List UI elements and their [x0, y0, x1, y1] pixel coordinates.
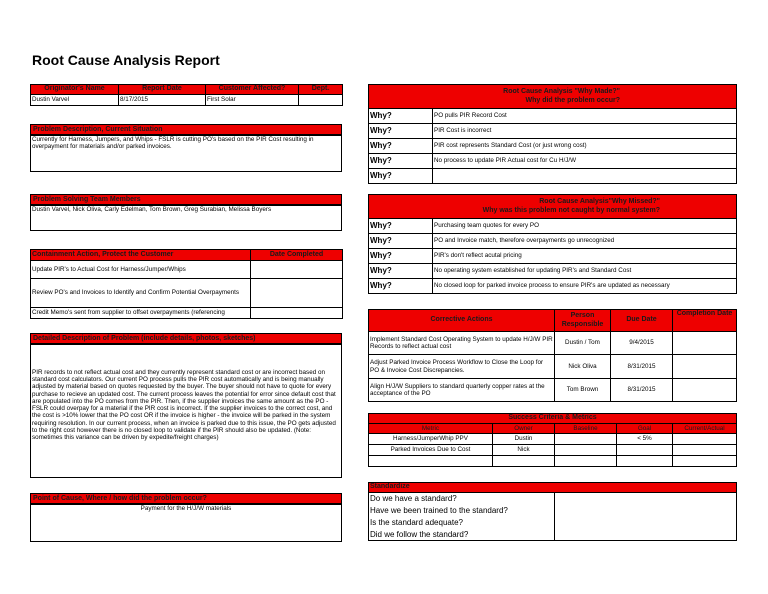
report-date-header: Report Date	[119, 85, 206, 95]
why-missed-answer-5[interactable]: No closed loop for parked invoice process to ensure PIR's are updated as necessary	[433, 279, 737, 294]
dept-header: Dept.	[299, 85, 343, 95]
due-date-header: Due Date	[611, 310, 673, 332]
containment-header: Containment Action, Protect the Customer	[31, 250, 251, 261]
why-made-label-1: Why?	[369, 109, 433, 124]
corrective-person-2[interactable]: Nick Oliva	[555, 355, 611, 379]
success-criteria-header: Success Criteria & Metrics	[369, 414, 737, 424]
why-missed-header-line2: Why was this problem not caught by normal system?	[482, 206, 660, 214]
why-made-table	[368, 84, 737, 184]
why-missed-label-5: Why?	[369, 279, 433, 294]
person-responsible-header: Person Responsible	[555, 310, 611, 332]
corrective-actions-table	[368, 309, 737, 402]
why-missed-answer-2[interactable]: PO and Invoice match, therefore overpayments go unrecognized	[433, 234, 737, 249]
standardize-answer[interactable]	[555, 493, 737, 541]
why-missed-table	[368, 194, 737, 294]
team-members-text[interactable]: Dustin Varvel, Nick Oliva, Carly Edelman, Tom Brown, Greg Surabian, Melissa Boyers	[30, 205, 342, 231]
why-missed-answer-1[interactable]: Purchasing team quotes for every PO	[433, 219, 737, 234]
containment-action-3[interactable]: Credit Memo's sent from supplier to offset overpayments (referencing	[31, 308, 251, 319]
standardize-table	[368, 482, 737, 541]
standardize-question-2: Have we been trained to the standard?	[369, 505, 555, 517]
goal-1[interactable]: < 5%	[617, 434, 673, 445]
standardize-question-3: Is the standard adequate?	[369, 517, 555, 529]
current-actual-header: Current/Actual	[673, 424, 737, 434]
containment-date-1[interactable]	[251, 261, 343, 279]
why-missed-header	[369, 195, 737, 219]
standardize-question-4: Did we follow the standard?	[369, 529, 555, 541]
containment-action-1[interactable]: Update PIR's to Actual Cost for Harness/Jumper/Whips	[31, 261, 251, 279]
metric-2[interactable]: Parked Invoices Due to Cost	[369, 445, 493, 456]
originator-table	[30, 84, 343, 106]
containment-date-3[interactable]	[251, 308, 343, 319]
corrective-completion-3[interactable]	[673, 379, 737, 402]
owner-1[interactable]: Dustin	[493, 434, 555, 445]
standardize-question-1: Do we have a standard?	[369, 493, 555, 505]
problem-description-text[interactable]: Currently for Harness, Jumpers, and Whips - FSLR is cutting PO's based on the PIR Cost resulting in overpayment for materials and/or parked invoices.	[30, 135, 342, 172]
why-missed-label-2: Why?	[369, 234, 433, 249]
corrective-action-3[interactable]: Align H/J/W Suppliers to standard quarterly copper rates at the acceptance of the PO	[369, 379, 555, 402]
customer-affected-value[interactable]: First Solar	[206, 95, 299, 106]
why-made-label-2: Why?	[369, 124, 433, 139]
date-completed-header: Date Completed	[251, 250, 343, 261]
why-missed-header-line1: Root Cause Analysis"Why Missed?"	[539, 198, 660, 206]
success-criteria-table	[368, 413, 737, 467]
goal-header: Goal	[617, 424, 673, 434]
why-missed-label-3: Why?	[369, 249, 433, 264]
why-made-label-5: Why?	[369, 169, 433, 184]
page-title: Root Cause Analysis Report	[32, 52, 220, 68]
corrective-completion-2[interactable]	[673, 355, 737, 379]
why-made-label-4: Why?	[369, 154, 433, 169]
baseline-2[interactable]	[555, 445, 617, 456]
baseline-3[interactable]	[555, 456, 617, 467]
problem-description-header: Problem Description, Current Situation	[30, 124, 342, 135]
owner-2[interactable]: Nick	[493, 445, 555, 456]
why-made-header-line1: Root Cause Analysis "Why Made?"	[503, 88, 620, 96]
goal-2[interactable]	[617, 445, 673, 456]
why-missed-answer-3[interactable]: PIR's don't reflect acutal pricing	[433, 249, 737, 264]
completion-date-header: Completion Date	[673, 310, 737, 332]
why-made-answer-1[interactable]: PO pulls PIR Record Cost	[433, 109, 737, 124]
containment-action-2[interactable]: Review PO's and Invoices to Identify and Confirm Potential Overpayments	[31, 279, 251, 308]
why-made-label-3: Why?	[369, 139, 433, 154]
containment-date-2[interactable]	[251, 279, 343, 308]
corrective-action-1[interactable]: Implement Standard Cost Operating System to update H/J/W PIR Records to reflect actual cost	[369, 332, 555, 355]
why-made-header-line2: Why did the problem occur?	[525, 96, 620, 104]
owner-3[interactable]	[493, 456, 555, 467]
corrective-action-2[interactable]: Adjust Parked Invoice Process Workflow to Close the Loop for PO & Invoice Cost Discrepancies.	[369, 355, 555, 379]
detailed-description-header: Detailed Description of Problem (include details, photos, sketches)	[30, 333, 342, 344]
originator-name-header: Originator's Name	[31, 85, 119, 95]
why-made-answer-5[interactable]	[433, 169, 737, 184]
detailed-description-text[interactable]: PIR records to not reflect actual cost and they currently represent standard cost or are incorrect based on standard cost calculators. Our current PO process pulls the PIR cost automatically and is being manually adjusted by material based on quotes requested by the buyer. The buyer should not have to quote for every purchase to recieve an updated cost. The current process leaves the potential for error since default cost that are populated into the PO comes from the PIR. Then, if the supplier invoices the same amount as the PO - FSLR could overpay for a material if the PIR cost is incorrect. If the supplier invoices to the correct cost, and the cost is >10% lower that the PO cost OR if the invoice is higher - the invoice will be parked in the system requiring resolution. In our current process, when an invoice is parked due to this issue, the PO gets adjusted to the right cost however there is no closed loop to validate if the PIR should also be updated. (Note: sometimes this variance can be driven by expedite/freight charges)	[30, 344, 342, 478]
originator-name-value[interactable]: Dustin Varvel	[31, 95, 119, 106]
customer-affected-header: Customer Affected?	[206, 85, 299, 95]
baseline-1[interactable]	[555, 434, 617, 445]
goal-3[interactable]	[617, 456, 673, 467]
current-actual-3[interactable]	[673, 456, 737, 467]
metric-3[interactable]	[369, 456, 493, 467]
owner-header: Owner	[493, 424, 555, 434]
metric-header: Metric	[369, 424, 493, 434]
dept-value[interactable]	[299, 95, 343, 106]
corrective-due-2[interactable]: 8/31/2015	[611, 355, 673, 379]
baseline-header: Baseline	[555, 424, 617, 434]
corrective-actions-header: Corrective Actions	[369, 310, 555, 332]
why-made-answer-4[interactable]: No process to update PIR Actual cost for Cu H/J/W	[433, 154, 737, 169]
why-missed-label-1: Why?	[369, 219, 433, 234]
point-of-cause-text[interactable]: Payment for the H/J/W materials	[30, 504, 342, 542]
current-actual-2[interactable]	[673, 445, 737, 456]
why-made-answer-3[interactable]: PIR cost represents Standard Cost (or just wrong cost)	[433, 139, 737, 154]
point-of-cause-header: Point of Cause, Where / how did the problem occur?	[30, 493, 342, 504]
report-date-value[interactable]: 8/17/2015	[119, 95, 206, 106]
current-actual-1[interactable]	[673, 434, 737, 445]
why-made-header	[369, 85, 737, 109]
metric-1[interactable]: Harness/JumperWhip PPV	[369, 434, 493, 445]
why-made-answer-2[interactable]: PIR Cost is incorrect	[433, 124, 737, 139]
team-members-header: Problem Solving Team Members	[30, 194, 342, 205]
corrective-person-3[interactable]: Tom Brown	[555, 379, 611, 402]
why-missed-label-4: Why?	[369, 264, 433, 279]
containment-table	[30, 249, 343, 319]
corrective-due-1[interactable]: 9/4/2015	[611, 332, 673, 355]
corrective-completion-1[interactable]	[673, 332, 737, 355]
why-missed-answer-4[interactable]: No operating system established for updating PIR's and Standard Cost	[433, 264, 737, 279]
corrective-due-3[interactable]: 8/31/2015	[611, 379, 673, 402]
corrective-person-1[interactable]: Dustin / Tom	[555, 332, 611, 355]
standardize-header: Standardize	[369, 483, 737, 493]
